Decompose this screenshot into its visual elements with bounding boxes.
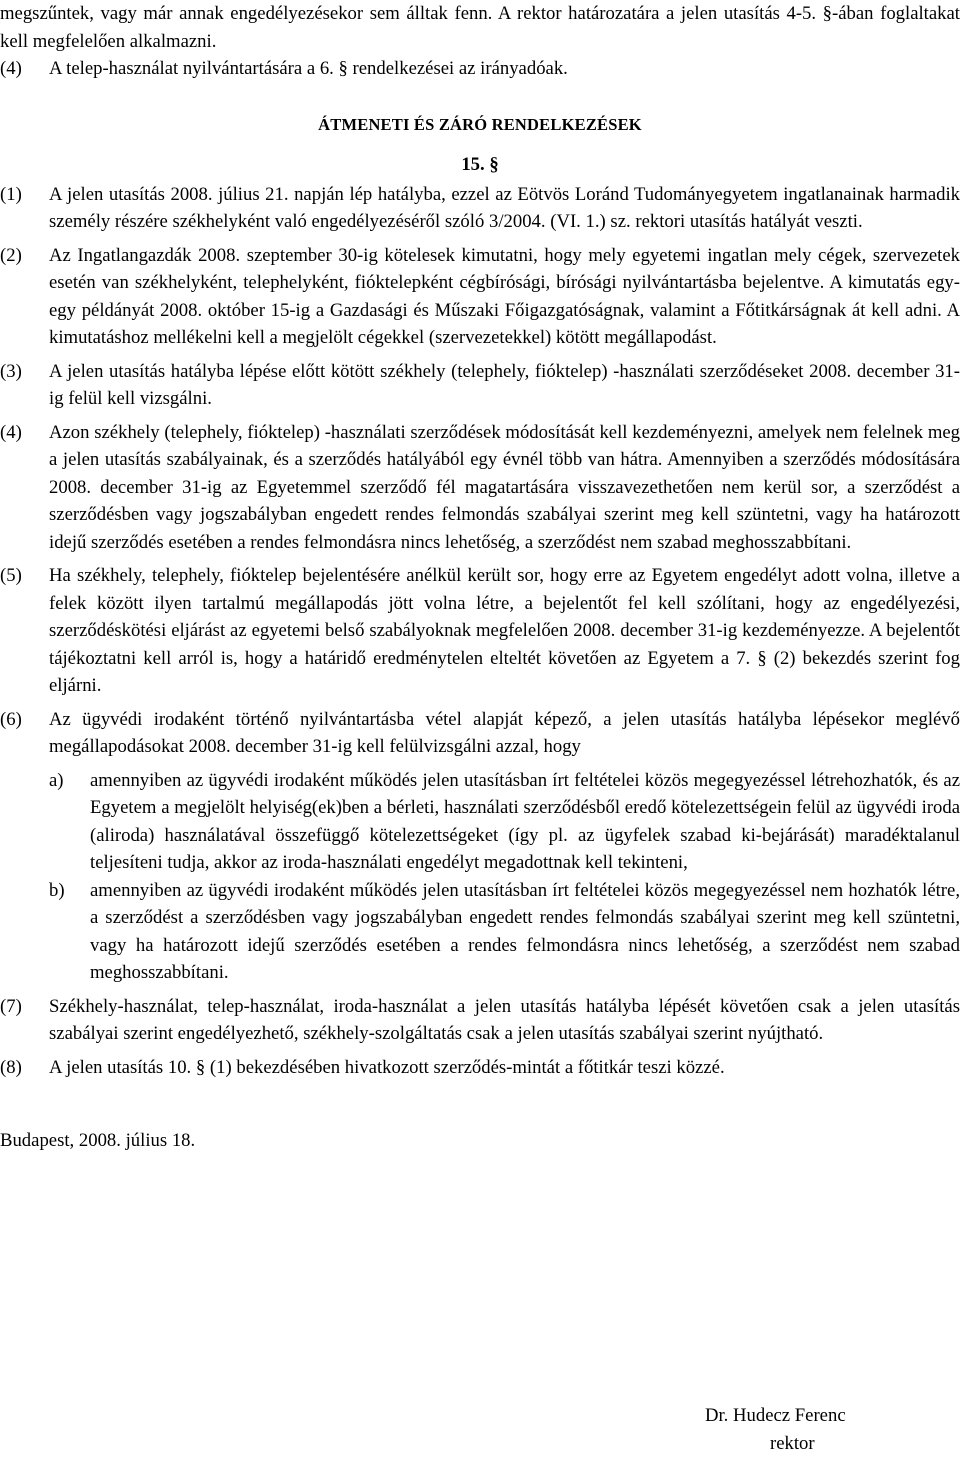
item-number: (4) bbox=[0, 58, 22, 79]
signer-role: rektor bbox=[770, 1432, 815, 1454]
intro-text: megszűntek, vagy már annak engedélyezésekor sem álltak fenn. A rektor határozatára a jelen utasítás 4-5. §-ában foglaltakat kell megfelelően alkalmazni. bbox=[0, 3, 960, 52]
paragraph-text: A jelen utasítás 2008. július 21. napján lép hatályba, ezzel az Eötvös Loránd Tudományegyetem ingatlanainak harmadik személy részére székhelyként való engedélyezéséről szóló 3/2004. (VI. 1.) sz. rektori utasítás hatályát veszti. bbox=[49, 183, 960, 232]
paragraph-number: (4) bbox=[0, 421, 22, 443]
sub-item-text: amennyiben az ügyvédi irodaként működés jelen utasításban írt feltételei közös megegyezéssel létrehozhatók, és az Egyetem a megjelölt helyiség(ek)ben a bérleti, használati szerződésből eredő kötelezettségein felül az ügyvédi iroda (aliroda) használatával összefüggő kötelezettségeket (így pl. az ügyfelek szabad ki-bejárását) maradéktalanul teljesíteni tudja, akkor az iroda-használati engedélyt megadottnak kell tekinteni, bbox=[90, 769, 960, 873]
paragraph-number: (8) bbox=[0, 1056, 22, 1078]
sub-item-a bbox=[0, 767, 960, 877]
paragraph-number: (3) bbox=[0, 360, 22, 382]
place-and-date: Budapest, 2008. július 18. bbox=[0, 1130, 196, 1151]
signature-block bbox=[705, 1402, 925, 1457]
paragraph-4 bbox=[0, 419, 960, 557]
chapter-heading: ÁTMENETI ÉS ZÁRÓ RENDELKEZÉSEK bbox=[318, 114, 642, 134]
signer-name: Dr. Hudecz Ferenc bbox=[705, 1405, 846, 1426]
paragraph-text: Azon székhely (telephely, fióktelep) -használati szerződések módosítását kell kezdeményezni, amelyek nem felelnek meg a jelen utasítás szabályainak, és a szerződés hatályából egy évnél több van hátra. Amennyiben a szerződés módosítására 2008. december 31-ig az Egyetemmel szerződő fél magatartására visszavezethetően nem kerül sor, a szerződést a szerződésben vagy jogszabályban engedett rendes felmondás szabályai szerint meg kell szüntetni, vagy ha határozott idejű szerződés esetében a rendes felmondásra nincs lehetőség, a szerződést nem szabad meghosszabbítani. bbox=[49, 421, 960, 553]
paragraph-number: (2) bbox=[0, 244, 22, 266]
paragraph-number: (5) bbox=[0, 565, 22, 586]
paragraph-text: Székhely-használat, telep-használat, iroda-használat a jelen utasítás hatályba lépését követően csak a jelen utasítás szabályai szerint engedélyezhető, székhely-szolgáltatás csak a jelen utasítás szabályai szerint nyújtható. bbox=[49, 995, 960, 1044]
paragraph-number: (1) bbox=[0, 183, 22, 205]
paragraph-number: (7) bbox=[0, 995, 22, 1017]
paragraph-text: Az ügyvédi irodaként történő nyilvántartásba vétel alapját képező, a jelen utasítás hatályba lépésekor meglévő megállapodásokat 2008. december 31-ig kell felülvizsgálni azzal, hogy bbox=[49, 708, 960, 757]
section-number: 15. § bbox=[461, 154, 499, 175]
paragraph-text: Az Ingatlangazdák 2008. szeptember 30-ig kötelesek kimutatni, hogy mely egyetemi ingatlan mely cégek, szervezetek esetén van székhelyként, telephelyként, fióktelepként cégbírósági, bírósági nyilvántartásba bejelentve. A kimutatás egy-egy példányát 2008. október 15-ig a Gazdasági és Műszaki Főigazgatóságnak, valamint a Főtitkárságnak át kell adni. A kimutatáshoz mellékelni kell a megjelölt cégekkel (szervezetekkel) kötött megállapodást. bbox=[49, 244, 960, 348]
paragraph-text: Ha székhely, telephely, fióktelep bejelentésére anélkül került sor, hogy erre az Egyetem engedélyt adott volna, illetve a felek között ilyen tartalmú megállapodás jött volna létre, a bejelentőt fel kell szólítani, hogy az engedélyezési, szerződéskötési eljárást az egyetemi belső szabályoknak megfelelően 2008. december 31-ig kezdeményezze. A bejelentőt tájékoztatni kell arról is, hogy a határidő eredménytelen elteltét követően az Egyetem a 7. § (2) bekezdés szerint fog eljárni. bbox=[49, 565, 960, 696]
sub-item-letter: a) bbox=[49, 769, 64, 791]
paragraph-5 bbox=[0, 562, 960, 700]
paragraph-6 bbox=[0, 706, 960, 761]
paragraph-text: A jelen utasítás 10. § (1) bekezdésében hivatkozott szerződés-mintát a főtitkár teszi közzé. bbox=[49, 1056, 725, 1078]
paragraph-1 bbox=[0, 181, 960, 236]
paragraph-number: (6) bbox=[0, 708, 22, 730]
intro-item-4 bbox=[0, 55, 960, 83]
paragraph-2 bbox=[0, 242, 960, 352]
sub-item-b bbox=[0, 877, 960, 987]
paragraph-7 bbox=[0, 993, 960, 1048]
item-text: A telep-használat nyilvántartására a 6. § rendelkezései az irányadóak. bbox=[49, 58, 568, 79]
sub-item-letter: b) bbox=[49, 879, 65, 901]
paragraph-3 bbox=[0, 358, 960, 413]
paragraph-text: A jelen utasítás hatályba lépése előtt kötött székhely (telephely, fióktelep) -használati szerződéseket 2008. december 31-ig felül kell vizsgálni. bbox=[49, 360, 960, 409]
sub-item-text: amennyiben az ügyvédi irodaként működés jelen utasításban írt feltételei közös megegyezéssel nem hozhatók létre, a szerződést a szerződésben vagy jogszabályban engedett rendes felmondás szabályai szerint meg kell szüntetni, vagy ha határozott idejű szerződés esetében a rendes felmondásra nincs lehetőség, a szerződést nem szabad meghosszabbítani. bbox=[90, 879, 960, 983]
paragraph-8 bbox=[0, 1054, 960, 1082]
